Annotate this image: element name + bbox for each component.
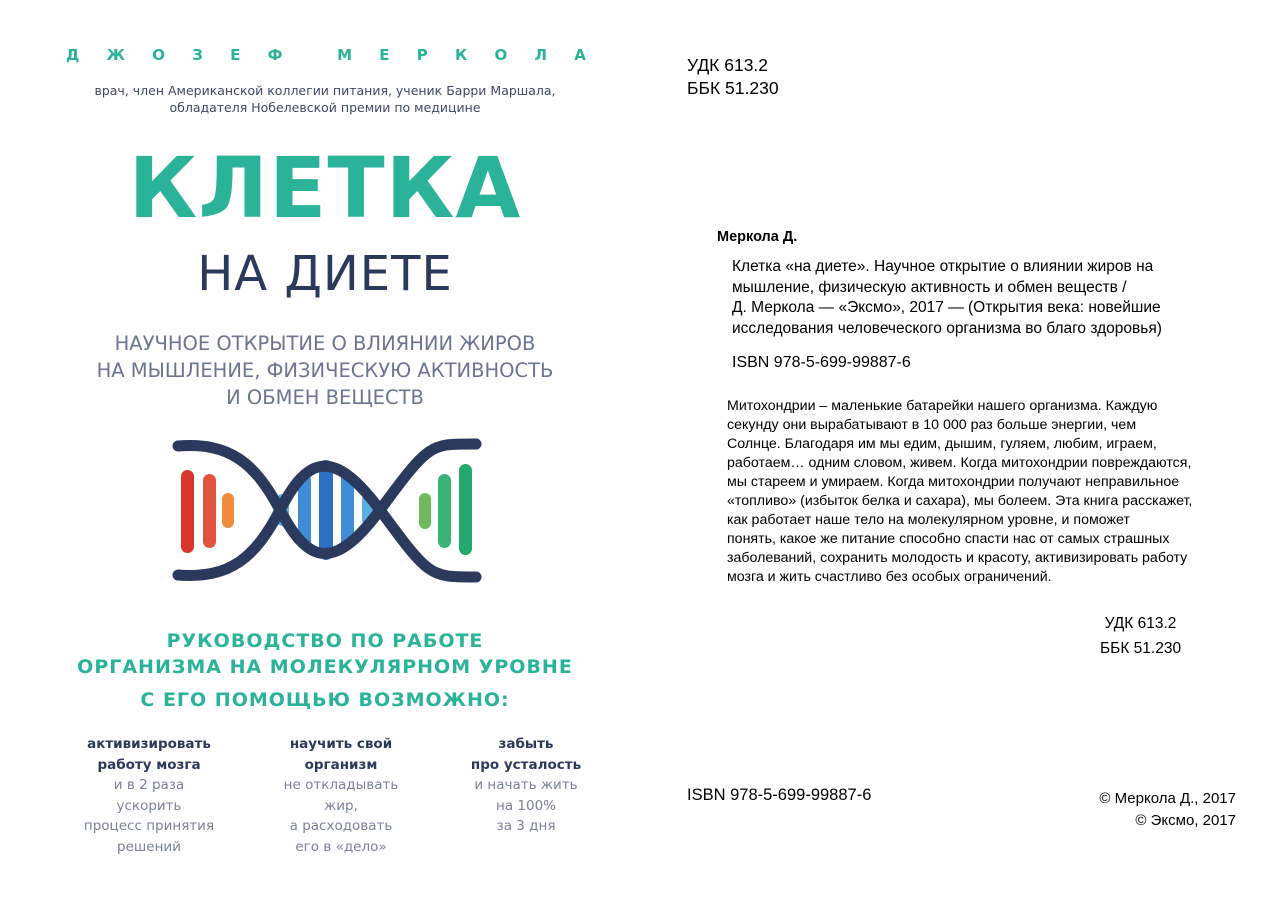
benefit-bold-line: работу мозга xyxy=(97,756,201,773)
classification-bottom xyxy=(1100,611,1181,661)
dna-bar-red-2 xyxy=(203,474,216,548)
bbk-code: ББК 51.230 xyxy=(687,78,779,98)
author-letter: О xyxy=(152,46,165,64)
author-desc-line: обладателя Нобелевской премии по медицине xyxy=(169,100,481,115)
author-letter: Е xyxy=(379,46,390,64)
bbk-code: ББК 51.230 xyxy=(1100,640,1182,657)
cover-title-sub: НА ДИЕТЕ xyxy=(197,246,453,302)
benefit-line: на 100% xyxy=(496,797,556,814)
dna-bar-green-2 xyxy=(438,474,451,548)
copyright-line: © Меркола Д., 2017 xyxy=(1099,790,1236,807)
author-letter: Ф xyxy=(267,46,283,64)
annotation-line: заболеваний, сохранить молодость и красоту, активизировать работу xyxy=(727,550,1188,566)
copyright-block xyxy=(1099,788,1236,832)
annotation-line: как работает наше тело на молекулярном уровне, и поможет xyxy=(727,512,1130,528)
author-letter: А xyxy=(574,46,586,64)
bibl-line: Д. Меркола — «Эксмо», 2017 — (Открытия века: новейшие xyxy=(732,299,1161,316)
benefit-bold-line: забыть xyxy=(498,736,554,752)
dna-bar-green-3 xyxy=(459,464,472,555)
isbn-record: ISBN 978-5-699-99887-6 xyxy=(732,354,911,371)
benefit-bold-line: научить свой xyxy=(289,736,393,752)
annotation-line: «топливо» (избыток белка и сахара), мы болеем. Эта книга расскажет, xyxy=(727,493,1193,509)
author-desc-line: врач, член Американской коллегии питания, ученик Барри Маршала, xyxy=(94,83,556,98)
cover-possible-heading: С ЕГО ПОМОЩЬЮ ВОЗМОЖНО: xyxy=(140,689,510,711)
cover-title: КЛЕТКА xyxy=(128,139,522,237)
annotation-line: понять, какое же питание способно спасти нас от самых страшных xyxy=(727,531,1170,547)
benefit-line: за 3 дня xyxy=(496,818,556,834)
author-letter: Д xyxy=(66,46,80,64)
udk-code: УДК 613.2 xyxy=(687,55,769,75)
benefit-line: и начать жить xyxy=(474,777,578,793)
benefit-line: и в 2 раза xyxy=(113,777,185,793)
subtitle-line: НАУЧНОЕ ОТКРЫТИЕ О ВЛИЯНИИ ЖИРОВ xyxy=(114,332,536,355)
bibl-line: мышление, физическую активность и обмен веществ / xyxy=(732,278,1127,296)
benefit-bold-line: организм xyxy=(304,756,378,773)
benefit-column xyxy=(441,734,611,837)
author-letter: М xyxy=(337,46,352,64)
dna-bar-red-1 xyxy=(181,470,194,553)
dna-bar-orange xyxy=(222,493,234,528)
guide-line: РУКОВОДСТВО ПО РАБОТЕ xyxy=(166,630,484,652)
dna-bar-green-1 xyxy=(419,493,431,529)
author-letter: Л xyxy=(534,46,547,64)
benefit-line: его в «дело» xyxy=(295,838,387,855)
copyright-line: © Эксмо, 2017 xyxy=(1135,812,1236,829)
annotation-line: секунду они вырабатывают в 10 000 раз больше энергии, чем xyxy=(727,417,1137,433)
dna-bar-blue-2 xyxy=(319,460,333,560)
cover-author xyxy=(66,46,586,64)
bibliographic-record xyxy=(732,257,1162,339)
benefit-line: жир, xyxy=(324,797,358,814)
bibl-line: исследования человеческого организма во благо здоровья) xyxy=(732,319,1162,337)
benefit-line: а расходовать xyxy=(289,818,393,834)
imprint-page xyxy=(650,0,1280,903)
annotation-line: работаем… одним словом, живем. Когда митохондрии повреждаются, xyxy=(727,455,1192,471)
author-letter: З xyxy=(192,46,203,64)
annotation-line: мы стареем и умираем. Когда митохондрии получают неправильное xyxy=(727,474,1180,490)
annotation-line: Солнце. Благодаря им мы едим, дышим, гуляем, любим, играем, xyxy=(727,436,1157,452)
author-letter: Ж xyxy=(106,46,125,64)
subtitle-line: НА МЫШЛЕНИЕ, ФИЗИЧЕСКУЮ АКТИВНОСТЬ xyxy=(96,359,554,382)
imprint-author: Меркола Д. xyxy=(717,229,798,245)
bibl-line: Клетка «на диете». Научное открытие о влиянии жиров на xyxy=(732,258,1154,275)
benefit-line: ускорить xyxy=(116,797,182,814)
classification-top xyxy=(687,54,779,100)
dna-helix-illustration xyxy=(170,438,482,583)
isbn-footer: ISBN 978-5-699-99887-6 xyxy=(687,786,872,804)
book-annotation xyxy=(727,397,1192,587)
benefit-bold-line: активизировать xyxy=(87,736,211,752)
author-letter: К xyxy=(455,46,468,64)
author-letter: Е xyxy=(230,46,241,64)
subtitle-line: И ОБМЕН ВЕЩЕСТВ xyxy=(226,386,424,409)
annotation-line: Митохондрии – маленькие батарейки нашего организма. Каждую xyxy=(727,398,1158,414)
benefit-column xyxy=(256,734,426,857)
benefit-line: решений xyxy=(117,838,181,855)
benefit-column xyxy=(64,734,234,857)
udk-code: УДК 613.2 xyxy=(1104,615,1177,632)
cover-guide xyxy=(0,628,650,680)
cover-subtitle xyxy=(0,330,650,411)
benefit-line: не откладывать xyxy=(283,777,399,793)
annotation-line: мозга и жить счастливо без особых ограничений. xyxy=(727,569,1052,585)
author-letter: Р xyxy=(416,46,428,64)
benefit-line: процесс принятия xyxy=(83,818,215,834)
author-letter: О xyxy=(494,46,508,64)
benefit-bold-line: про усталость xyxy=(470,756,582,773)
guide-line: ОРГАНИЗМА НА МОЛЕКУЛЯРНОМ УРОВНЕ xyxy=(77,656,573,678)
author-description xyxy=(0,82,650,116)
